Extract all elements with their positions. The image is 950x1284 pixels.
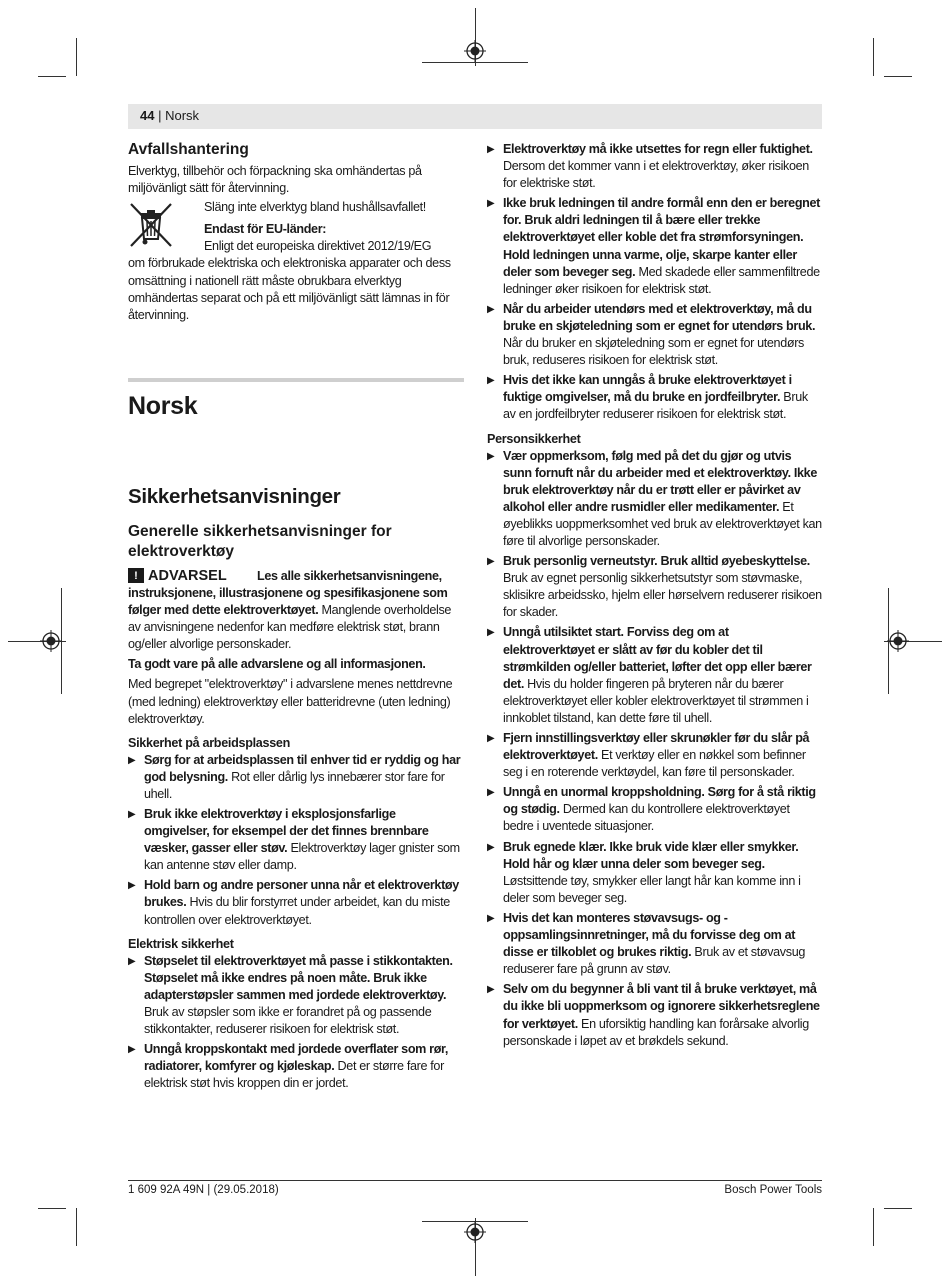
- registration-mark-icon: [464, 1221, 486, 1243]
- section-divider: [128, 378, 464, 382]
- waste-eu-text: om förbrukade elektriska och elektroniska apparater och dess omsättning i nationell rätt måste obrukbara elverktyg omhändertas separat och på ett miljövänligt sätt lämnas in för återvinning.: [128, 256, 451, 322]
- footer-rule: [128, 1180, 822, 1181]
- registration-mark-icon: [40, 630, 62, 652]
- work-area-list: [128, 752, 464, 929]
- list-item: ▶ Hvis det ikke kan unngås å bruke elektroverktøyet i fuktige omgivelser, må du bruke en jordfeilbryter. Bruk av en jordfeilbryter reduserer risikoen for elektrisk støt.: [487, 372, 822, 423]
- waste-heading: Avfallshantering: [128, 141, 249, 158]
- list-item: ▶ Ikke bruk ledningen til andre formål enn den er beregnet for. Bruk aldri ledningen til å bære eller trekke elektroverktøyet eller koble det fra strømforsyningen. Hold ledningen unna varme, olje, skarpe kanter eller deler som beveger seg. Med skadede eller sammenfiltrede ledninger øker risikoen for elektrisk støt.: [487, 195, 822, 298]
- crop-mark: [873, 1208, 874, 1246]
- crop-mark: [76, 1208, 77, 1246]
- brand-footer: Bosch Power Tools: [724, 1184, 822, 1196]
- list-item: ▶ Vær oppmerksom, følg med på det du gjør og utvis sunn fornuft når du arbeider med et elektroverktøy. Ikke bruk elektroverktøy når du er trøtt eller er påvirket av alkohol eller andre rusmidler eller medikamenter. Et øyeblikks uoppmerksomhet ved bruk av elektroverktøyet kan føre til alvorlige personskader.: [487, 448, 822, 551]
- personal-safety-heading: Personsikkerhet: [487, 431, 581, 446]
- crop-mark: [884, 76, 912, 77]
- list-item: ▶ Unngå en unormal kroppsholdning. Sørg for å stå riktig og stødig. Dermed kan du kontrollere elektroverktøyet bedre i uventede situasjoner.: [487, 784, 822, 835]
- waste-eu-heading: Endast för EU-länder:: [204, 222, 327, 237]
- safety-title: Sikkerhetsanvisninger: [128, 484, 341, 508]
- list-item: ▶ Bruk ikke elektroverktøy i eksplosjonsfarlige omgivelser, for eksempel der det finnes brennbare væsker, gasser eller støv. Elektroverktøy lager gnister som kan antenne støv eller damp.: [128, 806, 464, 874]
- waste-household-text: Släng inte elverktyg bland hushållsavfallet!: [204, 200, 426, 215]
- crop-mark: [422, 62, 528, 63]
- list-item: ▶ Fjern innstillingsverktøy eller skrunøkler før du slår på elektroverktøyet. Et verktøy eller en nøkkel som befinner seg i en roterende verktøydel, kan føre til personskader.: [487, 730, 822, 781]
- registration-mark-icon: [464, 40, 486, 62]
- crop-mark: [38, 76, 66, 77]
- page-number: 44: [140, 108, 155, 123]
- crossed-out-wheelie-bin-icon: [128, 201, 174, 249]
- warning-label: ! ADVARSEL: [128, 568, 227, 584]
- list-item: ▶ Unngå utilsiktet start. Forviss deg om at elektroverktøyet er slått av før du kobler det til strømkilden og/eller batteriet, løfter det opp eller bærer det. Hvis du holder fingeren på bryteren når du bærer elektroverktøyet eller kobler elektroverktøyet til strømmen i innkoblet tilstand, kan dette føre til uhell.: [487, 624, 822, 727]
- personal-safety-list: [487, 448, 822, 1050]
- work-area-heading: Sikkerhet på arbeidsplassen: [128, 735, 290, 750]
- list-item: ▶ Unngå kroppskontakt med jordede overflater som rør, radiatorer, komfyrer og kjøleskap. Det er større fare for elektrisk støt hvis kroppen din er jordet.: [128, 1041, 464, 1092]
- list-item: ▶ Når du arbeider utendørs med et elektroverktøy, må du bruke en skjøteledning som er egnet for utendørs bruk. Når du bruker en skjøteledning som er egnet for utendørs bruk, reduseres risikoen for elektrisk støt.: [487, 301, 822, 369]
- waste-eu-text-first: Enligt det europeiska direktivet 2012/19/EG: [204, 239, 432, 254]
- page-header: 44 | Norsk: [140, 108, 200, 123]
- crop-mark: [38, 1208, 66, 1209]
- registration-mark-icon: [887, 630, 909, 652]
- warning-triangle-icon: !: [128, 568, 144, 583]
- warning-text: Les alle sikkerhetsanvisningene, instruksjonene, illustrasjonene og spesifikasjonene som følger med dette elektroverktøyet. Manglende overholdelse av anvisningene nedenfor kan medføre elektrisk støt, brann og/eller alvorlige personskader.: [128, 568, 452, 652]
- left-column: [128, 141, 464, 1095]
- keep-instructions: Ta godt vare på alle advarslene og all informasjonen.: [128, 657, 426, 672]
- right-column: [487, 141, 822, 1053]
- crop-mark: [884, 1208, 912, 1209]
- header-language: Norsk: [165, 108, 200, 123]
- list-item: ▶ Selv om du begynner å bli vant til å bruke verktøyet, må du ikke bli uoppmerksom og ignorere sikkerhetsreglene for verktøyet. En uforsiktig handling kan forårsake alvorlig personskade i løpet av et brøkdels sekund.: [487, 981, 822, 1049]
- list-item: ▶ Elektroverktøy må ikke utsettes for regn eller fuktighet. Dersom det kommer vann i et elektroverktøy, øker risikoen for elektriske støt.: [487, 141, 822, 192]
- definition-text: Med begrepet "elektroverktøy" i advarslene menes nettdrevne (med ledning) elektroverktøy eller batteridrevne (uten ledning) elektroverktøy.: [128, 677, 453, 726]
- general-safety-title: Generelle sikkerhetsanvisninger for elektroverktøy: [128, 522, 392, 560]
- waste-disposal-block: [128, 199, 464, 324]
- electrical-list: [128, 953, 464, 1093]
- crop-mark: [873, 38, 874, 76]
- waste-intro: Elverktyg, tillbehör och förpackning ska omhändertas på miljövänligt sätt för återvinning.: [128, 164, 422, 196]
- electrical-heading: Elektrisk sikkerhet: [128, 936, 234, 951]
- warning-block: [128, 568, 464, 653]
- list-item: ▶ Sørg for at arbeidsplassen til enhver tid er ryddig og har god belysning. Rot eller dårlig lys innebærer stor fare for uhell.: [128, 752, 464, 803]
- list-item: ▶ Hvis det kan monteres støvavsugs- og -oppsamlingsinnretninger, må du forvisse deg om at disse er tilkoblet og brukes riktig. Bruk av et støvavsug reduserer fare på grunn av støv.: [487, 910, 822, 978]
- crop-mark: [76, 38, 77, 76]
- document-number: 1 609 92A 49N | (29.05.2018): [128, 1184, 279, 1196]
- electrical-list-continued: [487, 141, 822, 424]
- page-header-band: [128, 104, 822, 129]
- list-item: ▶ Støpselet til elektroverktøyet må passe i stikkontakten. Støpselet må ikke endres på noen måte. Bruk ikke adapterstøpsler sammen med jordede elektroverktøy. Bruk av støpsler som ikke er forandret på og passende stikkontakter, reduserer risikoen for elektrisk støt.: [128, 953, 464, 1038]
- list-item: ▶ Bruk egnede klær. Ikke bruk vide klær eller smykker. Hold hår og klær unna deler som beveger seg. Løstsittende tøy, smykker eller langt hår kan komme inn i deler som beveger seg.: [487, 839, 822, 907]
- list-item: ▶ Bruk personlig verneutstyr. Bruk alltid øyebeskyttelse. Bruk av egnet personlig sikkerhetsutstyr som støvmaske, sklisikre arbeidssko, hjelm eller hørselvern reduserer risikoen for skader.: [487, 553, 822, 621]
- language-section-title: Norsk: [128, 391, 198, 420]
- list-item: ▶ Hold barn og andre personer unna når et elektroverktøy brukes. Hvis du blir forstyrret under arbeidet, kan du miste kontrollen over elektroverktøyet.: [128, 877, 464, 928]
